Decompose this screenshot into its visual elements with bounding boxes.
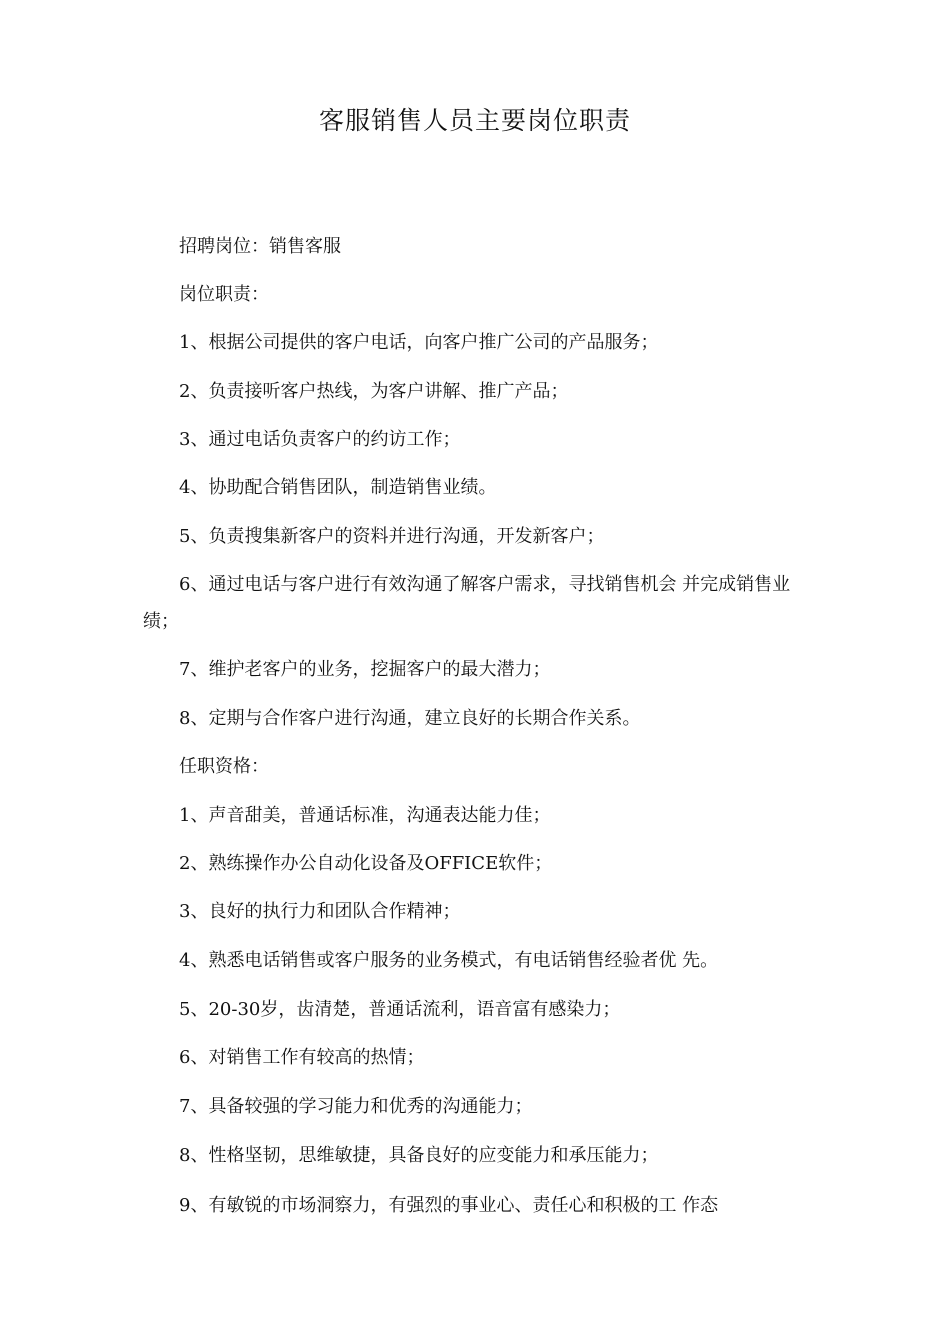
duties-heading: 岗位职责： xyxy=(179,284,269,305)
qualification-item-7: 7、具备较强的学习能力和优秀的沟通能力； xyxy=(179,1096,533,1117)
duty-item-8: 8、定期与合作客户进行沟通，建立良好的长期合作关系。 xyxy=(179,708,641,729)
document-title: 客服销售人员主要岗位职责 xyxy=(318,106,631,135)
duty-item-7: 7、维护老客户的业务，挖掘客户的最大潜力； xyxy=(179,659,551,680)
qualification-item-3: 3、良好的执行力和团队合作精神； xyxy=(179,901,461,922)
position-line: 招聘岗位：销售客服 xyxy=(179,236,341,257)
qualification-item-6: 6、对销售工作有较高的热情； xyxy=(179,1047,425,1068)
qualification-item-4: 4、熟悉电话销售或客户服务的业务模式，有电话销售经验者优 先。 xyxy=(179,950,719,971)
qualification-item-9: 9、有敏锐的市场洞察力，有强烈的事业心、责任心和积极的工 作态 xyxy=(179,1195,719,1216)
duty-item-2: 2、负责接听客户热线，为客户讲解、推广产品； xyxy=(179,381,569,402)
qualification-item-1: 1、声音甜美，普通话标准，沟通表达能力佳； xyxy=(179,805,551,826)
duty-item-6: 6、通过电话与客户进行有效沟通了解客户需求，寻找销售机会 并完成销售业绩； xyxy=(143,574,791,632)
qualifications-heading: 任职资格： xyxy=(179,756,269,777)
qualification-item-5: 5、20-30岁，齿清楚，普通话流利，语音富有感染力； xyxy=(179,999,621,1020)
duty-item-5: 5、负责搜集新客户的资料并进行沟通，开发新客户； xyxy=(179,526,605,547)
qualification-item-8: 8、性格坚韧，思维敏捷，具备良好的应变能力和承压能力； xyxy=(179,1145,659,1166)
duty-item-1: 1、根据公司提供的客户电话，向客户推广公司的产品服务； xyxy=(179,332,659,353)
qualification-item-2: 2、熟练操作办公自动化设备及OFFICE软件； xyxy=(179,853,553,874)
duty-item-4: 4、协助配合销售团队，制造销售业绩。 xyxy=(179,477,497,498)
duty-item-3: 3、通过电话负责客户的约访工作； xyxy=(179,429,461,450)
